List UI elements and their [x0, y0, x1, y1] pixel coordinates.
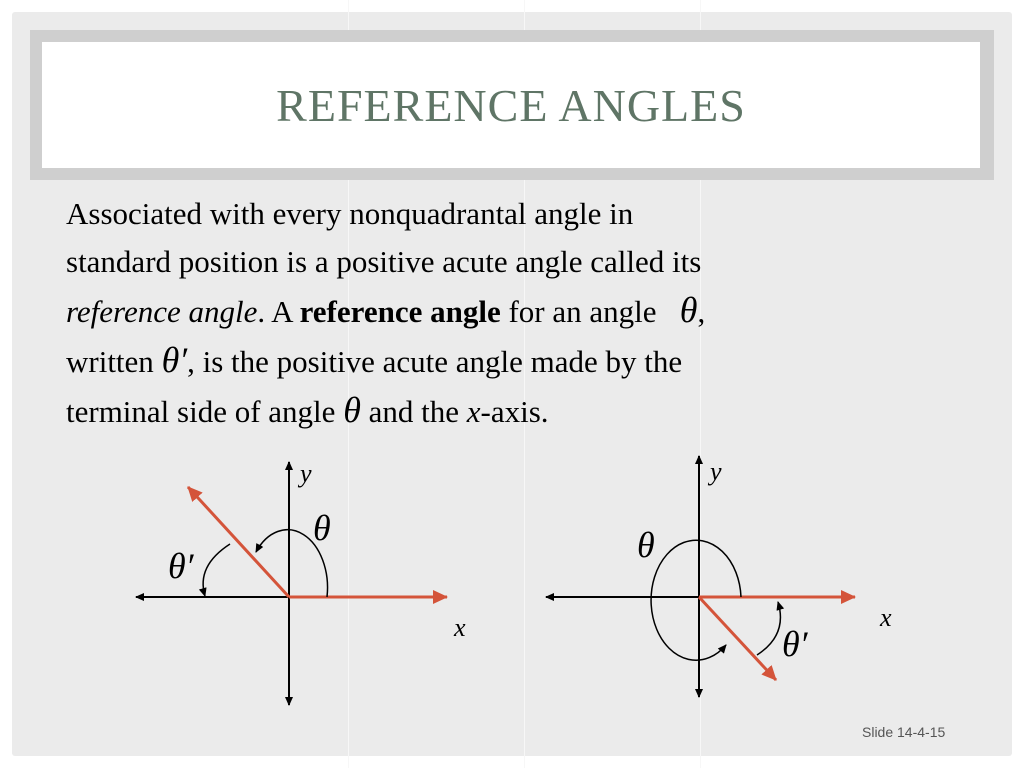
left-theta-prime-arc — [203, 544, 230, 596]
left-theta-prime-label: θ′ — [168, 546, 194, 586]
left-diagram — [136, 459, 466, 705]
slide-title: REFERENCE ANGLES — [276, 79, 746, 131]
left-y-label: y — [300, 459, 312, 488]
text-fragment: for an angle — [500, 294, 657, 329]
right-theta-prime-arc — [757, 602, 780, 655]
theta-symbol: θ — [679, 290, 698, 330]
text-fragment: -axis. — [480, 394, 549, 429]
body-line-1: Associated with every nonquadrantal angle in — [66, 196, 634, 231]
text-fragment: , is the positive acute angle made by the — [187, 344, 683, 379]
text-fragment: and the — [360, 394, 467, 429]
slide-number: Slide 14-4-15 — [862, 724, 946, 740]
x-italic: x — [466, 394, 481, 429]
text-fragment: , — [697, 294, 706, 329]
term-italic: reference angle — [66, 294, 258, 329]
right-diagram — [546, 456, 892, 697]
right-theta-label: θ — [637, 525, 655, 565]
left-theta-label: θ — [313, 508, 331, 548]
left-x-label: x — [454, 613, 466, 642]
term-bold: reference angle — [299, 294, 501, 329]
right-theta-arc — [651, 540, 741, 660]
body-line-2: standard position is a positive acute angle called its — [66, 244, 702, 279]
text-fragment: written — [66, 344, 162, 379]
text-fragment: . A — [257, 294, 300, 329]
right-y-label: y — [710, 457, 722, 486]
right-terminal-side — [699, 597, 776, 680]
right-theta-prime-label: θ′ — [782, 624, 808, 664]
theta-prime-symbol: θ′ — [161, 340, 188, 380]
text-fragment: terminal side of angle — [66, 394, 344, 429]
right-x-label: x — [880, 603, 892, 632]
theta-symbol: θ — [343, 390, 361, 430]
